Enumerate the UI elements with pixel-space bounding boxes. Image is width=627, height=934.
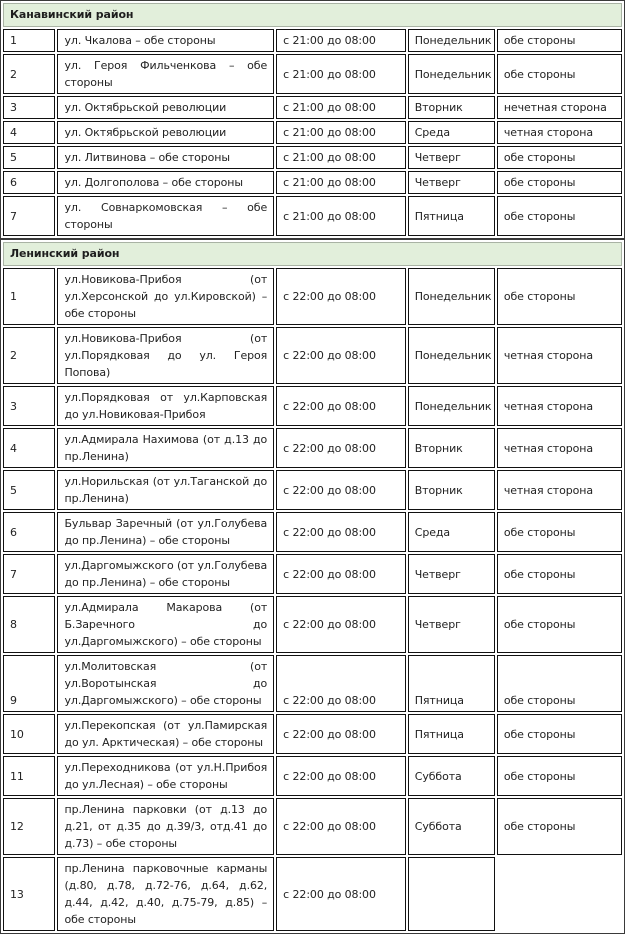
table-row (3, 146, 622, 169)
table-row (3, 29, 622, 52)
row-number: 7 (3, 196, 55, 236)
time-cell: с 21:00 до 08:00 (276, 121, 406, 144)
day-cell: Суббота (408, 756, 495, 796)
day-cell: Среда (408, 512, 495, 552)
row-number: 1 (3, 268, 55, 325)
side-cell: обе стороны (497, 146, 622, 169)
table-row (3, 470, 622, 510)
street-cell: ул.Новикова-Прибоя (от ул.Херсонской до ул.Кировской) – обе стороны (57, 268, 274, 325)
time-cell: с 22:00 до 08:00 (276, 470, 406, 510)
time-cell: с 22:00 до 08:00 (276, 428, 406, 468)
district-table-kanavinsky (0, 0, 625, 239)
time-cell: с 22:00 до 08:00 (276, 268, 406, 325)
day-cell: Четверг (408, 171, 495, 194)
table-row (3, 798, 622, 855)
row-number: 7 (3, 554, 55, 594)
side-cell: обе стороны (497, 714, 622, 754)
day-cell: Пятница (408, 655, 495, 712)
time-cell: с 21:00 до 08:00 (276, 96, 406, 119)
day-cell: Вторник (408, 96, 495, 119)
time-cell: с 22:00 до 08:00 (276, 512, 406, 552)
district-name: Канавинский район (3, 3, 622, 27)
street-cell: ул.Даргомыжского (от ул.Голубева до пр.Ленина) – обе стороны (57, 554, 274, 594)
day-cell: Понедельник (408, 29, 495, 52)
row-number: 4 (3, 428, 55, 468)
day-cell: Суббота (408, 798, 495, 855)
street-cell: ул. Октябрьской революции (57, 96, 274, 119)
street-cell: ул. Литвинова – обе стороны (57, 146, 274, 169)
time-cell: с 22:00 до 08:00 (276, 714, 406, 754)
side-cell: обе стороны (497, 54, 622, 94)
row-number: 2 (3, 54, 55, 94)
street-cell: ул. Октябрьской революции (57, 121, 274, 144)
day-cell (408, 857, 495, 931)
side-cell: обе стороны (497, 756, 622, 796)
day-cell: Среда (408, 121, 495, 144)
side-cell: нечетная сторона (497, 96, 622, 119)
street-cell: ул. Совнаркомовская – обе стороны (57, 196, 274, 236)
table-row (3, 512, 622, 552)
row-number: 11 (3, 756, 55, 796)
street-cell: ул.Адмирала Нахимова (от д.13 до пр.Ленина) (57, 428, 274, 468)
day-cell: Пятница (408, 714, 495, 754)
row-number: 12 (3, 798, 55, 855)
street-cell: ул.Новикова-Прибоя (от ул.Порядковая до ул. Героя Попова) (57, 327, 274, 384)
day-cell: Понедельник (408, 268, 495, 325)
side-cell: обе стороны (497, 29, 622, 52)
side-cell: обе стороны (497, 512, 622, 552)
district-name: Ленинский район (3, 242, 622, 266)
time-cell: с 22:00 до 08:00 (276, 596, 406, 653)
side-cell: обе стороны (497, 554, 622, 594)
row-number: 5 (3, 146, 55, 169)
side-cell: четная сторона (497, 470, 622, 510)
side-cell: четная сторона (497, 386, 622, 426)
street-cell: ул. Героя Фильченкова – обе стороны (57, 54, 274, 94)
day-cell: Вторник (408, 428, 495, 468)
table-row (3, 655, 622, 712)
table-row (3, 196, 622, 236)
time-cell: с 21:00 до 08:00 (276, 196, 406, 236)
day-cell: Понедельник (408, 386, 495, 426)
table-row (3, 756, 622, 796)
row-number: 10 (3, 714, 55, 754)
table-row (3, 428, 622, 468)
row-number: 13 (3, 857, 55, 931)
street-cell: ул.Молитовская (от ул.Воротынская до ул.Даргомыжского) – обе стороны (57, 655, 274, 712)
side-cell: обе стороны (497, 268, 622, 325)
side-cell: обе стороны (497, 596, 622, 653)
street-cell: ул.Адмирала Макарова (от Б.Заречного до ул.Даргомыжского) – обе стороны (57, 596, 274, 653)
district-header (3, 242, 622, 266)
table-row (3, 857, 622, 931)
table-row (3, 327, 622, 384)
side-cell: обе стороны (497, 655, 622, 712)
row-number: 5 (3, 470, 55, 510)
table-row (3, 268, 622, 325)
row-number: 3 (3, 386, 55, 426)
district-header (3, 3, 622, 27)
day-cell: Четверг (408, 146, 495, 169)
time-cell: с 22:00 до 08:00 (276, 655, 406, 712)
time-cell: с 21:00 до 08:00 (276, 54, 406, 94)
day-cell: Четверг (408, 554, 495, 594)
table-row (3, 121, 622, 144)
table-row (3, 386, 622, 426)
table-row (3, 171, 622, 194)
table-row (3, 54, 622, 94)
time-cell: с 21:00 до 08:00 (276, 29, 406, 52)
time-cell: с 22:00 до 08:00 (276, 857, 406, 931)
street-cell: пр.Ленина парковки (от д.13 до д.21, от д.35 до д.39/3, отд.41 до д.73) – обе стороны (57, 798, 274, 855)
table-row (3, 554, 622, 594)
day-cell: Четверг (408, 596, 495, 653)
street-cell: Бульвар Заречный (от ул.Голубева до пр.Ленина) – обе стороны (57, 512, 274, 552)
street-cell: ул.Переходникова (от ул.Н.Прибоя до ул.Лесная) – обе стороны (57, 756, 274, 796)
day-cell: Понедельник (408, 327, 495, 384)
table-row (3, 714, 622, 754)
time-cell: с 22:00 до 08:00 (276, 554, 406, 594)
side-cell: обе стороны (497, 798, 622, 855)
row-number: 8 (3, 596, 55, 653)
row-number: 4 (3, 121, 55, 144)
district-table-leninsky (0, 239, 625, 934)
street-cell: ул.Норильская (от ул.Таганской до пр.Ленина) (57, 470, 274, 510)
street-cell: ул. Чкалова – обе стороны (57, 29, 274, 52)
row-number: 9 (3, 655, 55, 712)
row-number: 3 (3, 96, 55, 119)
time-cell: с 22:00 до 08:00 (276, 386, 406, 426)
day-cell: Вторник (408, 470, 495, 510)
row-number: 2 (3, 327, 55, 384)
time-cell: с 21:00 до 08:00 (276, 171, 406, 194)
street-cell: ул.Перекопская (от ул.Памирская до ул. Арктическая) – обе стороны (57, 714, 274, 754)
day-cell: Пятница (408, 196, 495, 236)
street-cell: ул.Порядковая от ул.Карповская до ул.Новиковая-Прибоя (57, 386, 274, 426)
side-cell: четная сторона (497, 121, 622, 144)
side-cell: четная сторона (497, 428, 622, 468)
street-cell: пр.Ленина парковочные карманы (д.80, д.78, д.72-76, д.64, д.62, д.44, д.42, д.40, д.75-79, д.85) – обе стороны (57, 857, 274, 931)
side-cell: обе стороны (497, 171, 622, 194)
row-number: 6 (3, 512, 55, 552)
day-cell: Понедельник (408, 54, 495, 94)
street-cell: ул. Долгополова – обе стороны (57, 171, 274, 194)
table-row (3, 596, 622, 653)
side-cell: обе стороны (497, 196, 622, 236)
time-cell: с 22:00 до 08:00 (276, 756, 406, 796)
side-cell: четная сторона (497, 327, 622, 384)
time-cell: с 21:00 до 08:00 (276, 146, 406, 169)
side-cell (497, 857, 622, 931)
row-number: 1 (3, 29, 55, 52)
table-row (3, 96, 622, 119)
row-number: 6 (3, 171, 55, 194)
time-cell: с 22:00 до 08:00 (276, 798, 406, 855)
time-cell: с 22:00 до 08:00 (276, 327, 406, 384)
